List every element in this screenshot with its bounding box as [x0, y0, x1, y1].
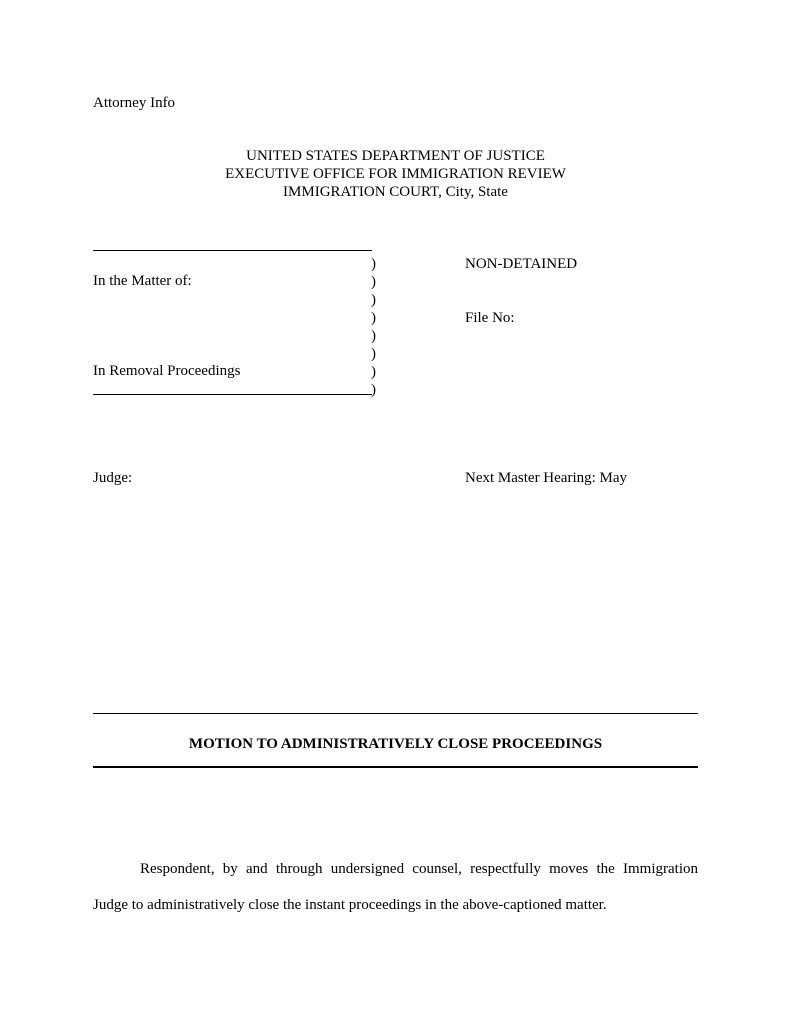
caption-top-rule: [93, 250, 372, 251]
attorney-info: Attorney Info: [93, 95, 176, 111]
title-top-rule: [93, 713, 698, 714]
detention-status: NON-DETAINED: [465, 256, 578, 272]
caption-paren: ): [371, 292, 376, 308]
caption-bottom-rule: [93, 394, 372, 395]
title-bottom-rule: [93, 766, 698, 768]
motion-title: MOTION TO ADMINISTRATIVELY CLOSE PROCEEDINGS: [188, 736, 603, 752]
judge-label: Judge:: [93, 470, 133, 486]
heading-office: EXECUTIVE OFFICE FOR IMMIGRATION REVIEW: [225, 166, 566, 182]
caption-paren: ): [371, 310, 376, 326]
in-the-matter-of: In the Matter of:: [93, 273, 192, 289]
caption-paren: ): [371, 328, 376, 344]
caption-paren: ): [371, 274, 376, 290]
next-hearing: Next Master Hearing: May: [465, 470, 628, 486]
caption-paren: ): [371, 256, 376, 272]
heading-court: IMMIGRATION COURT, City, State: [283, 184, 508, 200]
caption-paren: ): [371, 382, 376, 398]
in-removal-proceedings: In Removal Proceedings: [93, 363, 241, 379]
caption-paren: ): [371, 346, 376, 362]
heading-department: UNITED STATES DEPARTMENT OF JUSTICE: [246, 148, 545, 164]
body-line-2: Judge to administratively close the instant proceedings in the above-captioned matter.: [93, 897, 607, 913]
file-no-label: File No:: [465, 310, 515, 326]
caption-paren: ): [371, 364, 376, 380]
body-line-1: Respondent, by and through undersigned counsel, respectfully moves the Immigration: [140, 861, 698, 877]
